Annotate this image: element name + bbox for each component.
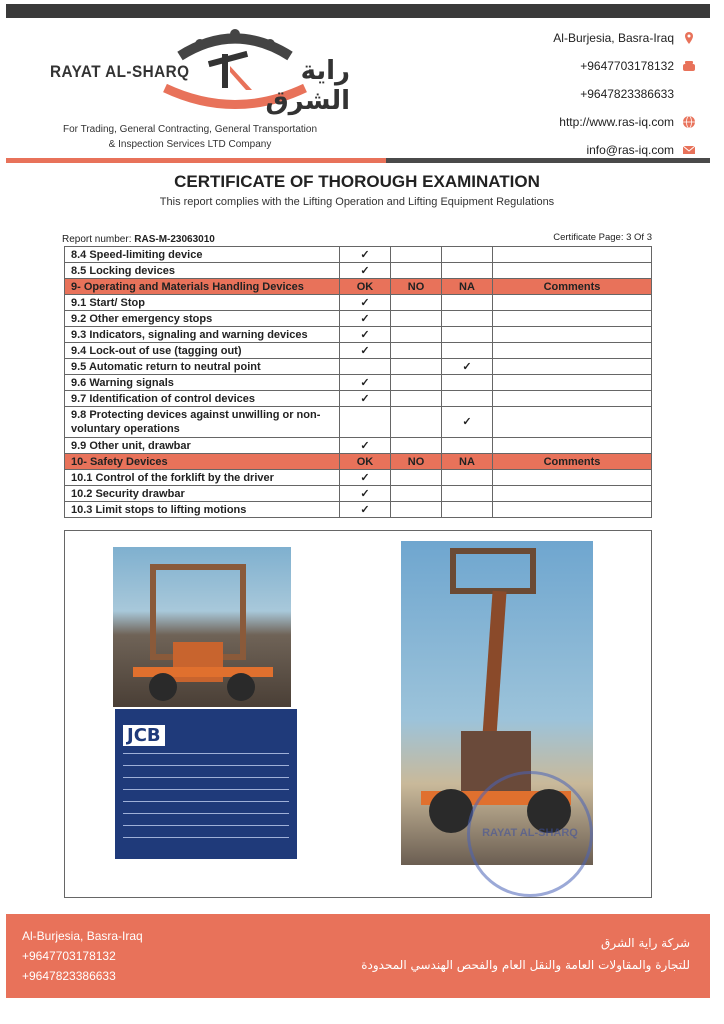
table-row xyxy=(65,486,652,502)
comments-cell xyxy=(493,470,652,486)
ok-cell: ✓ xyxy=(340,486,391,502)
contact-phone-1[interactable] xyxy=(553,52,696,80)
table-row xyxy=(65,359,652,375)
company-stamp: RAYAT AL-SHARQ xyxy=(467,771,593,897)
na-cell xyxy=(442,343,493,359)
footer-address: Al-Burjesia, Basra-Iraq xyxy=(22,929,143,943)
ok-cell xyxy=(340,407,391,438)
row-label: 10.3 Limit stops to lifting motions xyxy=(65,502,340,518)
table-row xyxy=(65,343,652,359)
no-cell xyxy=(391,438,442,454)
comments-cell xyxy=(493,311,652,327)
contact-phone-2[interactable] xyxy=(553,80,696,108)
footer-contact xyxy=(22,926,143,986)
contact-address-text: Al-Burjesia, Basra-Iraq xyxy=(553,31,674,45)
contact-web[interactable] xyxy=(553,108,696,136)
row-label: 10.1 Control of the forklift by the driver xyxy=(65,470,340,486)
company-logo xyxy=(40,26,350,136)
company-desc-line-1: For Trading, General Contracting, General Transportation xyxy=(62,124,318,135)
comments-cell: Comments xyxy=(493,454,652,470)
table-row xyxy=(65,263,652,279)
comments-cell xyxy=(493,407,652,438)
certificate-page: Certificate Page: 3 Of 3 xyxy=(553,232,652,243)
na-cell xyxy=(442,247,493,263)
footer-arabic-line-2: للتجارة والمقاولات العامة والنقل العام والفحص الهندسي المحدودة xyxy=(361,958,690,972)
photo-forklift-front xyxy=(113,547,291,707)
row-label: 8.4 Speed-limiting device xyxy=(65,247,340,263)
row-label: 9- Operating and Materials Handling Devices xyxy=(65,279,340,295)
contact-phone-2-text[interactable]: +9647823386633 xyxy=(580,87,674,101)
na-cell xyxy=(442,311,493,327)
footer-arabic-company xyxy=(361,932,690,976)
row-label: 9.4 Lock-out of use (tagging out) xyxy=(65,343,340,359)
comments-cell xyxy=(493,438,652,454)
row-label: 9.6 Warning signals xyxy=(65,375,340,391)
comments-cell xyxy=(493,359,652,375)
logo-arabic-text: راية الشرق xyxy=(265,56,350,116)
ok-cell: ✓ xyxy=(340,311,391,327)
comments-cell xyxy=(493,375,652,391)
jcb-plate-brand: JCB xyxy=(123,725,165,746)
comments-cell xyxy=(493,502,652,518)
table-row xyxy=(65,247,652,263)
no-cell xyxy=(391,327,442,343)
report-number xyxy=(62,234,215,245)
na-cell xyxy=(442,502,493,518)
contact-email-text[interactable]: info@ras-iq.com xyxy=(586,143,674,157)
footer-phone-1[interactable]: +9647703178132 xyxy=(22,949,116,963)
contact-web-text[interactable]: http://www.ras-iq.com xyxy=(559,115,674,129)
na-cell: NA xyxy=(442,279,493,295)
no-cell xyxy=(391,375,442,391)
photo-identification-plate xyxy=(115,709,297,859)
ok-cell: ✓ xyxy=(340,438,391,454)
footer-arabic-line-1: شركة راية الشرق xyxy=(601,936,690,950)
no-cell xyxy=(391,470,442,486)
no-cell xyxy=(391,407,442,438)
header-separator-dark xyxy=(386,158,710,163)
na-cell xyxy=(442,486,493,502)
table-section-header xyxy=(65,279,652,295)
no-cell xyxy=(391,295,442,311)
ok-cell: ✓ xyxy=(340,263,391,279)
contact-address xyxy=(553,24,696,52)
table-row xyxy=(65,470,652,486)
comments-cell: Comments xyxy=(493,279,652,295)
photo-panel xyxy=(64,530,652,898)
no-cell: NO xyxy=(391,279,442,295)
row-label: 9.9 Other unit, drawbar xyxy=(65,438,340,454)
na-cell xyxy=(442,391,493,407)
footer-bar xyxy=(6,914,710,998)
examination-table xyxy=(64,246,652,518)
report-number-value: RAS-M-23063010 xyxy=(134,234,215,245)
ok-cell: OK xyxy=(340,279,391,295)
na-cell xyxy=(442,438,493,454)
table-row xyxy=(65,407,652,438)
na-cell xyxy=(442,327,493,343)
ok-cell: ✓ xyxy=(340,391,391,407)
no-cell xyxy=(391,359,442,375)
row-label: 8.5 Locking devices xyxy=(65,263,340,279)
report-number-label: Report number: xyxy=(62,234,132,245)
table-row xyxy=(65,375,652,391)
row-label: 9.1 Start/ Stop xyxy=(65,295,340,311)
footer-phone-2[interactable]: +9647823386633 xyxy=(22,969,116,983)
table-row xyxy=(65,391,652,407)
na-cell: ✓ xyxy=(442,359,493,375)
logo-english-text: RAYAT AL-SHARQ xyxy=(50,62,190,81)
table-row xyxy=(65,438,652,454)
row-label: 9.8 Protecting devices against unwilling or non-voluntary operations xyxy=(65,407,340,438)
document-title: CERTIFICATE OF THOROUGH EXAMINATION xyxy=(174,172,540,191)
na-cell: ✓ xyxy=(442,407,493,438)
mail-icon xyxy=(682,143,696,157)
ok-cell: ✓ xyxy=(340,502,391,518)
no-cell xyxy=(391,391,442,407)
ok-cell: ✓ xyxy=(340,470,391,486)
comments-cell xyxy=(493,247,652,263)
ok-cell: OK xyxy=(340,454,391,470)
web-icon xyxy=(682,115,696,129)
no-cell xyxy=(391,343,442,359)
row-label: 10.2 Security drawbar xyxy=(65,486,340,502)
table-row xyxy=(65,327,652,343)
row-label: 9.2 Other emergency stops xyxy=(65,311,340,327)
phone-icon xyxy=(682,59,696,73)
ok-cell: ✓ xyxy=(340,343,391,359)
no-cell xyxy=(391,502,442,518)
ok-cell xyxy=(340,359,391,375)
ok-cell: ✓ xyxy=(340,247,391,263)
comments-cell xyxy=(493,486,652,502)
table-section-header xyxy=(65,454,652,470)
ok-cell: ✓ xyxy=(340,327,391,343)
contact-block xyxy=(553,24,696,164)
company-desc-line-2: & Inspection Services LTD Company xyxy=(108,139,272,150)
table-row xyxy=(65,311,652,327)
no-cell xyxy=(391,263,442,279)
table-row xyxy=(65,295,652,311)
table-row xyxy=(65,502,652,518)
no-cell xyxy=(391,247,442,263)
header-separator-orange xyxy=(6,158,386,163)
comments-cell xyxy=(493,327,652,343)
no-cell xyxy=(391,311,442,327)
row-label: 10- Safety Devices xyxy=(65,454,340,470)
row-label: 9.5 Automatic return to neutral point xyxy=(65,359,340,375)
ok-cell: ✓ xyxy=(340,295,391,311)
ok-cell: ✓ xyxy=(340,375,391,391)
row-label: 9.7 Identification of control devices xyxy=(65,391,340,407)
company-description xyxy=(40,122,340,152)
no-cell: NO xyxy=(391,454,442,470)
na-cell xyxy=(442,375,493,391)
location-icon xyxy=(682,31,696,45)
comments-cell xyxy=(493,343,652,359)
document-subtitle: This report complies with the Lifting Operation and Lifting Equipment Regulations xyxy=(159,196,555,208)
contact-phone-1-text[interactable]: +9647703178132 xyxy=(580,59,674,73)
comments-cell xyxy=(493,295,652,311)
na-cell xyxy=(442,470,493,486)
comments-cell xyxy=(493,263,652,279)
na-cell: NA xyxy=(442,454,493,470)
no-cell xyxy=(391,486,442,502)
na-cell xyxy=(442,295,493,311)
na-cell xyxy=(442,263,493,279)
comments-cell xyxy=(493,391,652,407)
top-dark-bar xyxy=(6,4,710,18)
row-label: 9.3 Indicators, signaling and warning devices xyxy=(65,327,340,343)
